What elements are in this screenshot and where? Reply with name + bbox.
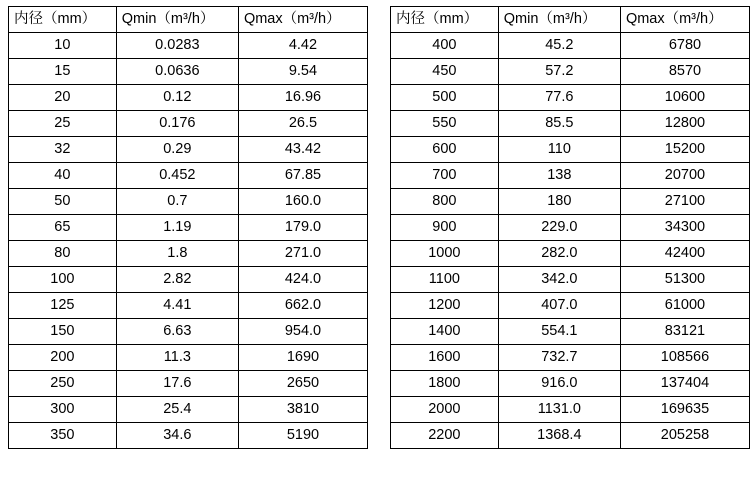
header-cell-qmax xyxy=(238,7,367,33)
table-row xyxy=(9,215,368,241)
cell-inner-diameter: 50 xyxy=(9,189,117,215)
table-row xyxy=(9,111,368,137)
cell-inner-diameter: 10 xyxy=(9,33,117,59)
cell-qmax: 15200 xyxy=(620,137,749,163)
cell-qmin: 77.6 xyxy=(498,85,620,111)
table-row xyxy=(9,137,368,163)
cell-qmin: 342.0 xyxy=(498,267,620,293)
table-row xyxy=(9,33,368,59)
cell-qmax: 2650 xyxy=(238,371,367,397)
table-row xyxy=(9,319,368,345)
cell-qmax: 16.96 xyxy=(238,85,367,111)
cell-qmin: 0.176 xyxy=(116,111,238,137)
header-label-qmax: Qmax（m³/h） xyxy=(243,11,341,28)
table-row xyxy=(9,241,368,267)
table-row xyxy=(391,33,750,59)
cell-inner-diameter: 65 xyxy=(9,215,117,241)
cell-qmin: 1368.4 xyxy=(498,423,620,449)
cell-qmax: 954.0 xyxy=(238,319,367,345)
table-row xyxy=(391,111,750,137)
header-cell-inner-diameter xyxy=(391,7,499,33)
cell-inner-diameter: 400 xyxy=(391,33,499,59)
cell-inner-diameter: 500 xyxy=(391,85,499,111)
table-row xyxy=(391,137,750,163)
cell-inner-diameter: 900 xyxy=(391,215,499,241)
cell-inner-diameter: 150 xyxy=(9,319,117,345)
cell-inner-diameter: 200 xyxy=(9,345,117,371)
header-label-inner-diameter: 内径（mm） xyxy=(14,11,97,28)
cell-qmax: 6780 xyxy=(620,33,749,59)
cell-qmin: 229.0 xyxy=(498,215,620,241)
table-row xyxy=(391,423,750,449)
cell-inner-diameter: 450 xyxy=(391,59,499,85)
flow-range-table-left xyxy=(8,6,368,449)
cell-qmax: 271.0 xyxy=(238,241,367,267)
cell-inner-diameter: 2000 xyxy=(391,397,499,423)
table-row xyxy=(391,319,750,345)
cell-qmax: 51300 xyxy=(620,267,749,293)
cell-qmax: 26.5 xyxy=(238,111,367,137)
table-row xyxy=(391,59,750,85)
cell-qmin: 0.0283 xyxy=(116,33,238,59)
header-cell-qmin xyxy=(498,7,620,33)
table-row xyxy=(9,189,368,215)
header-row xyxy=(391,7,750,33)
table-body-left xyxy=(9,33,368,449)
table-row xyxy=(9,267,368,293)
cell-qmin: 0.0636 xyxy=(116,59,238,85)
table-row xyxy=(391,267,750,293)
cell-qmax: 8570 xyxy=(620,59,749,85)
cell-qmax: 9.54 xyxy=(238,59,367,85)
table-row xyxy=(9,293,368,319)
cell-inner-diameter: 700 xyxy=(391,163,499,189)
cell-qmin: 407.0 xyxy=(498,293,620,319)
cell-qmin: 916.0 xyxy=(498,371,620,397)
cell-inner-diameter: 1800 xyxy=(391,371,499,397)
cell-inner-diameter: 15 xyxy=(9,59,117,85)
cell-inner-diameter: 32 xyxy=(9,137,117,163)
cell-qmin: 1.8 xyxy=(116,241,238,267)
cell-qmax: 5190 xyxy=(238,423,367,449)
cell-qmax: 205258 xyxy=(620,423,749,449)
cell-qmax: 662.0 xyxy=(238,293,367,319)
header-row xyxy=(9,7,368,33)
cell-qmax: 12800 xyxy=(620,111,749,137)
cell-qmin: 110 xyxy=(498,137,620,163)
cell-qmin: 138 xyxy=(498,163,620,189)
cell-qmax: 179.0 xyxy=(238,215,367,241)
cell-inner-diameter: 800 xyxy=(391,189,499,215)
cell-inner-diameter: 1400 xyxy=(391,319,499,345)
table-row xyxy=(391,163,750,189)
header-label-inner-diameter: 内径（mm） xyxy=(396,11,479,28)
table-body-right xyxy=(391,33,750,449)
cell-qmax: 83121 xyxy=(620,319,749,345)
cell-qmax: 61000 xyxy=(620,293,749,319)
cell-qmin: 180 xyxy=(498,189,620,215)
table-group xyxy=(0,6,750,449)
header-cell-qmin xyxy=(116,7,238,33)
cell-inner-diameter: 2200 xyxy=(391,423,499,449)
cell-inner-diameter: 25 xyxy=(9,111,117,137)
table-row xyxy=(391,189,750,215)
cell-qmin: 6.63 xyxy=(116,319,238,345)
cell-inner-diameter: 550 xyxy=(391,111,499,137)
table-row xyxy=(391,85,750,111)
cell-qmin: 34.6 xyxy=(116,423,238,449)
cell-inner-diameter: 20 xyxy=(9,85,117,111)
cell-qmax: 108566 xyxy=(620,345,749,371)
table-row xyxy=(9,345,368,371)
cell-inner-diameter: 300 xyxy=(9,397,117,423)
cell-qmin: 0.452 xyxy=(116,163,238,189)
cell-inner-diameter: 250 xyxy=(9,371,117,397)
table-row xyxy=(9,397,368,423)
cell-qmax: 137404 xyxy=(620,371,749,397)
table-row xyxy=(9,423,368,449)
header-cell-qmax xyxy=(620,7,749,33)
cell-inner-diameter: 40 xyxy=(9,163,117,189)
cell-inner-diameter: 1000 xyxy=(391,241,499,267)
cell-inner-diameter: 125 xyxy=(9,293,117,319)
table-row xyxy=(9,85,368,111)
cell-qmax: 3810 xyxy=(238,397,367,423)
table-header-right xyxy=(391,7,750,33)
cell-inner-diameter: 1100 xyxy=(391,267,499,293)
cell-qmax: 43.42 xyxy=(238,137,367,163)
cell-qmax: 27100 xyxy=(620,189,749,215)
cell-inner-diameter: 1200 xyxy=(391,293,499,319)
cell-inner-diameter: 100 xyxy=(9,267,117,293)
cell-qmax: 424.0 xyxy=(238,267,367,293)
cell-qmax: 10600 xyxy=(620,85,749,111)
table-row xyxy=(391,241,750,267)
table-row xyxy=(9,163,368,189)
cell-qmax: 169635 xyxy=(620,397,749,423)
header-label-qmax: Qmax（m³/h） xyxy=(625,11,723,28)
flow-range-table-right xyxy=(390,6,750,449)
cell-qmin: 0.29 xyxy=(116,137,238,163)
cell-qmin: 0.12 xyxy=(116,85,238,111)
cell-qmax: 20700 xyxy=(620,163,749,189)
cell-qmax: 1690 xyxy=(238,345,367,371)
cell-inner-diameter: 80 xyxy=(9,241,117,267)
cell-qmax: 4.42 xyxy=(238,33,367,59)
cell-inner-diameter: 350 xyxy=(9,423,117,449)
cell-qmin: 4.41 xyxy=(116,293,238,319)
table-row xyxy=(9,59,368,85)
table-header-left xyxy=(9,7,368,33)
cell-qmax: 34300 xyxy=(620,215,749,241)
cell-qmin: 282.0 xyxy=(498,241,620,267)
table-row xyxy=(391,293,750,319)
table-row xyxy=(391,371,750,397)
table-row xyxy=(391,345,750,371)
cell-qmax: 67.85 xyxy=(238,163,367,189)
table-row xyxy=(391,215,750,241)
cell-qmax: 42400 xyxy=(620,241,749,267)
cell-qmin: 57.2 xyxy=(498,59,620,85)
cell-qmin: 2.82 xyxy=(116,267,238,293)
cell-qmin: 554.1 xyxy=(498,319,620,345)
table-row xyxy=(391,397,750,423)
cell-qmin: 732.7 xyxy=(498,345,620,371)
table-row xyxy=(9,371,368,397)
cell-inner-diameter: 600 xyxy=(391,137,499,163)
header-label-qmin: Qmin（m³/h） xyxy=(121,11,215,28)
header-cell-inner-diameter xyxy=(9,7,117,33)
cell-qmin: 1.19 xyxy=(116,215,238,241)
cell-qmin: 25.4 xyxy=(116,397,238,423)
cell-qmax: 160.0 xyxy=(238,189,367,215)
cell-qmin: 0.7 xyxy=(116,189,238,215)
header-label-qmin: Qmin（m³/h） xyxy=(503,11,597,28)
cell-qmin: 11.3 xyxy=(116,345,238,371)
cell-qmin: 85.5 xyxy=(498,111,620,137)
cell-qmin: 17.6 xyxy=(116,371,238,397)
cell-qmin: 1131.0 xyxy=(498,397,620,423)
cell-qmin: 45.2 xyxy=(498,33,620,59)
cell-inner-diameter: 1600 xyxy=(391,345,499,371)
